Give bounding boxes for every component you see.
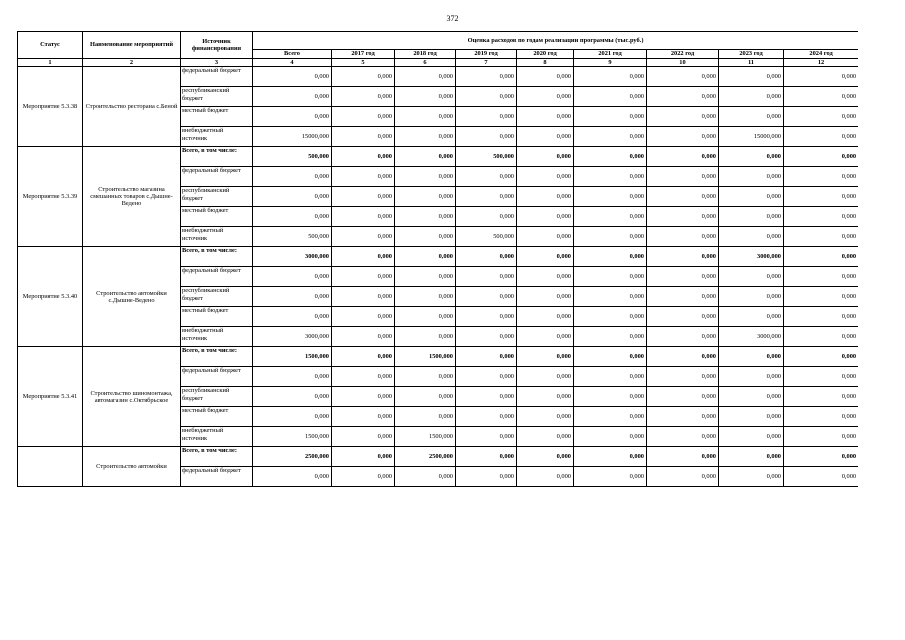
year-value-cell: 0,000 xyxy=(647,67,719,87)
total-value-cell: 15000,000 xyxy=(253,127,332,147)
total-value-cell: 0,000 xyxy=(253,287,332,307)
funding-source-cell: Всего, в том числе: xyxy=(181,247,253,267)
year-value-cell: 0,000 xyxy=(395,467,456,487)
header-estimate: Оценка расходов по годам реализации программы (тыс.руб.) xyxy=(253,32,859,50)
year-value-cell: 0,000 xyxy=(517,367,574,387)
year-value-cell: 0,000 xyxy=(332,187,395,207)
column-numbers-row xyxy=(18,59,859,67)
year-value-cell: 0,000 xyxy=(332,467,395,487)
funding-source-cell: местный бюджет xyxy=(181,307,253,327)
total-value-cell: 2500,000 xyxy=(253,447,332,467)
year-value-cell: 0,000 xyxy=(574,307,647,327)
total-value-cell: 3000,000 xyxy=(253,247,332,267)
year-value-cell: 0,000 xyxy=(456,447,517,467)
year-value-cell: 0,000 xyxy=(574,227,647,247)
year-value-cell: 0,000 xyxy=(719,407,784,427)
year-value-cell: 0,000 xyxy=(784,107,859,127)
column-number: 12 xyxy=(784,59,859,67)
year-value-cell: 1500,000 xyxy=(395,347,456,367)
funding-source-cell: внебюджетный источник xyxy=(181,127,253,147)
year-value-cell: 0,000 xyxy=(332,127,395,147)
year-value-cell: 0,000 xyxy=(395,187,456,207)
status-cell: Мероприятие 5.3.38 xyxy=(18,67,83,147)
year-value-cell: 0,000 xyxy=(784,287,859,307)
year-value-cell: 0,000 xyxy=(719,67,784,87)
table-row xyxy=(18,447,859,467)
year-value-cell: 0,000 xyxy=(395,87,456,107)
column-number: 11 xyxy=(719,59,784,67)
column-number: 8 xyxy=(517,59,574,67)
year-value-cell: 0,000 xyxy=(517,227,574,247)
year-value-cell: 0,000 xyxy=(784,307,859,327)
year-value-cell: 0,000 xyxy=(395,307,456,327)
year-value-cell: 0,000 xyxy=(456,327,517,347)
year-value-cell: 0,000 xyxy=(647,427,719,447)
status-cell: Мероприятие 5.3.39 xyxy=(18,147,83,247)
year-value-cell: 0,000 xyxy=(574,187,647,207)
year-value-cell: 0,000 xyxy=(574,107,647,127)
total-value-cell: 0,000 xyxy=(253,187,332,207)
year-value-cell: 0,000 xyxy=(517,287,574,307)
year-value-cell: 0,000 xyxy=(784,187,859,207)
funding-source-cell: федеральный бюджет xyxy=(181,367,253,387)
year-value-cell: 0,000 xyxy=(574,167,647,187)
year-value-cell: 0,000 xyxy=(784,387,859,407)
header-year: 2018 год xyxy=(395,50,456,59)
total-value-cell: 0,000 xyxy=(253,307,332,327)
year-value-cell: 0,000 xyxy=(395,387,456,407)
header-year: 2019 год xyxy=(456,50,517,59)
year-value-cell: 2500,000 xyxy=(395,447,456,467)
year-value-cell: 0,000 xyxy=(574,407,647,427)
column-number: 5 xyxy=(332,59,395,67)
year-value-cell: 0,000 xyxy=(647,247,719,267)
year-value-cell: 0,000 xyxy=(395,407,456,427)
year-value-cell: 0,000 xyxy=(784,227,859,247)
year-value-cell: 0,000 xyxy=(517,167,574,187)
year-value-cell: 0,000 xyxy=(395,167,456,187)
year-value-cell: 0,000 xyxy=(517,327,574,347)
total-value-cell: 0,000 xyxy=(253,367,332,387)
year-value-cell: 0,000 xyxy=(647,267,719,287)
column-number: 10 xyxy=(647,59,719,67)
header-year: 2022 год xyxy=(647,50,719,59)
year-value-cell: 0,000 xyxy=(517,147,574,167)
year-value-cell: 0,000 xyxy=(574,387,647,407)
header-year: 2021 год xyxy=(574,50,647,59)
column-number: 6 xyxy=(395,59,456,67)
header-year: 2023 год xyxy=(719,50,784,59)
year-value-cell: 0,000 xyxy=(517,67,574,87)
year-value-cell: 0,000 xyxy=(332,327,395,347)
funding-source-cell: внебюджетный источник xyxy=(181,327,253,347)
column-number: 4 xyxy=(253,59,332,67)
year-value-cell: 0,000 xyxy=(456,307,517,327)
table-body xyxy=(18,67,859,487)
year-value-cell: 0,000 xyxy=(395,327,456,347)
year-value-cell: 0,000 xyxy=(574,447,647,467)
year-value-cell: 1500,000 xyxy=(395,427,456,447)
funding-source-cell: внебюджетный источник xyxy=(181,227,253,247)
column-number: 1 xyxy=(18,59,83,67)
year-value-cell: 0,000 xyxy=(784,427,859,447)
page-number: 372 xyxy=(446,14,459,23)
total-value-cell: 0,000 xyxy=(253,407,332,427)
year-value-cell: 0,000 xyxy=(395,227,456,247)
total-value-cell: 0,000 xyxy=(253,387,332,407)
total-value-cell: 0,000 xyxy=(253,67,332,87)
year-value-cell: 0,000 xyxy=(456,467,517,487)
year-value-cell: 0,000 xyxy=(332,87,395,107)
status-cell xyxy=(18,447,83,487)
year-value-cell: 0,000 xyxy=(574,327,647,347)
year-value-cell: 0,000 xyxy=(395,107,456,127)
year-value-cell: 0,000 xyxy=(719,387,784,407)
total-value-cell: 0,000 xyxy=(253,467,332,487)
funding-source-cell: Всего, в том числе: xyxy=(181,347,253,367)
year-value-cell: 0,000 xyxy=(517,447,574,467)
table-header xyxy=(18,32,859,67)
year-value-cell: 0,000 xyxy=(395,247,456,267)
year-value-cell: 0,000 xyxy=(332,207,395,227)
year-value-cell: 0,000 xyxy=(395,287,456,307)
year-value-cell: 0,000 xyxy=(719,107,784,127)
year-value-cell: 0,000 xyxy=(456,247,517,267)
year-value-cell: 0,000 xyxy=(784,87,859,107)
total-value-cell: 1500,000 xyxy=(253,427,332,447)
year-value-cell: 0,000 xyxy=(647,327,719,347)
year-value-cell: 0,000 xyxy=(332,387,395,407)
year-value-cell: 0,000 xyxy=(517,207,574,227)
year-value-cell: 0,000 xyxy=(647,387,719,407)
year-value-cell: 0,000 xyxy=(647,127,719,147)
activity-name-cell: Строительство автомойки с.Дышне-Ведено xyxy=(83,247,181,347)
year-value-cell: 0,000 xyxy=(784,327,859,347)
year-value-cell: 0,000 xyxy=(332,227,395,247)
funding-source-cell: федеральный бюджет xyxy=(181,167,253,187)
table-row xyxy=(18,347,859,367)
funding-source-cell: Всего, в том числе: xyxy=(181,147,253,167)
year-value-cell: 0,000 xyxy=(517,247,574,267)
total-value-cell: 0,000 xyxy=(253,267,332,287)
column-number: 2 xyxy=(83,59,181,67)
year-value-cell: 0,000 xyxy=(719,267,784,287)
year-value-cell: 0,000 xyxy=(456,107,517,127)
total-value-cell: 3000,000 xyxy=(253,327,332,347)
year-value-cell: 0,000 xyxy=(517,347,574,367)
funding-source-cell: республиканский бюджет xyxy=(181,187,253,207)
year-value-cell: 0,000 xyxy=(456,427,517,447)
year-value-cell: 0,000 xyxy=(332,107,395,127)
year-value-cell: 0,000 xyxy=(332,307,395,327)
year-value-cell: 0,000 xyxy=(456,167,517,187)
year-value-cell: 0,000 xyxy=(784,467,859,487)
year-value-cell: 3000,000 xyxy=(719,247,784,267)
funding-source-cell: Всего, в том числе: xyxy=(181,447,253,467)
year-value-cell: 0,000 xyxy=(517,107,574,127)
year-value-cell: 0,000 xyxy=(332,247,395,267)
year-value-cell: 0,000 xyxy=(647,447,719,467)
column-number: 9 xyxy=(574,59,647,67)
year-value-cell: 0,000 xyxy=(517,467,574,487)
year-value-cell: 0,000 xyxy=(456,287,517,307)
year-value-cell: 0,000 xyxy=(784,67,859,87)
year-value-cell: 0,000 xyxy=(719,87,784,107)
activity-name-cell: Строительство магазина смешанных товаров с.Дышне-Ведено xyxy=(83,147,181,247)
year-value-cell: 0,000 xyxy=(395,67,456,87)
year-value-cell: 0,000 xyxy=(719,227,784,247)
year-value-cell: 0,000 xyxy=(784,407,859,427)
funding-source-cell: местный бюджет xyxy=(181,207,253,227)
year-value-cell: 0,000 xyxy=(574,467,647,487)
total-value-cell: 0,000 xyxy=(253,107,332,127)
year-value-cell: 0,000 xyxy=(647,167,719,187)
year-value-cell: 0,000 xyxy=(719,427,784,447)
year-value-cell: 15000,000 xyxy=(719,127,784,147)
year-value-cell: 0,000 xyxy=(395,267,456,287)
year-value-cell: 0,000 xyxy=(332,267,395,287)
year-value-cell: 0,000 xyxy=(647,207,719,227)
activity-name-cell: Строительство ресторана с.Беной xyxy=(83,67,181,147)
year-value-cell: 0,000 xyxy=(784,207,859,227)
funding-source-cell: республиканский бюджет xyxy=(181,387,253,407)
year-value-cell: 0,000 xyxy=(719,367,784,387)
header-status: Статус xyxy=(18,32,83,59)
year-value-cell: 0,000 xyxy=(456,387,517,407)
header-name: Наименование мероприятий xyxy=(83,32,181,59)
year-value-cell: 0,000 xyxy=(647,287,719,307)
funding-source-cell: республиканский бюджет xyxy=(181,287,253,307)
year-value-cell: 0,000 xyxy=(456,367,517,387)
year-value-cell: 0,000 xyxy=(647,87,719,107)
year-value-cell: 0,000 xyxy=(719,167,784,187)
budget-table xyxy=(17,31,858,487)
table-row xyxy=(18,147,859,167)
activity-name-cell: Строительство шиномонтажа, автомагазин с.Октябрьское xyxy=(83,347,181,447)
year-value-cell: 0,000 xyxy=(456,187,517,207)
year-value-cell: 0,000 xyxy=(647,467,719,487)
table-row xyxy=(18,247,859,267)
year-value-cell: 0,000 xyxy=(517,427,574,447)
year-value-cell: 0,000 xyxy=(456,407,517,427)
total-value-cell: 0,000 xyxy=(253,167,332,187)
year-value-cell: 0,000 xyxy=(719,307,784,327)
year-value-cell: 0,000 xyxy=(574,367,647,387)
year-value-cell: 0,000 xyxy=(517,267,574,287)
year-value-cell: 0,000 xyxy=(719,347,784,367)
year-value-cell: 0,000 xyxy=(517,87,574,107)
total-value-cell: 500,000 xyxy=(253,147,332,167)
year-value-cell: 0,000 xyxy=(647,187,719,207)
header-year: 2024 год xyxy=(784,50,859,59)
funding-source-cell: местный бюджет xyxy=(181,407,253,427)
header-total: Всего xyxy=(253,50,332,59)
year-value-cell: 0,000 xyxy=(784,127,859,147)
funding-source-cell: местный бюджет xyxy=(181,107,253,127)
year-value-cell: 0,000 xyxy=(395,127,456,147)
year-value-cell: 3000,000 xyxy=(719,327,784,347)
year-value-cell: 0,000 xyxy=(517,407,574,427)
year-value-cell: 0,000 xyxy=(332,287,395,307)
year-value-cell: 0,000 xyxy=(456,87,517,107)
year-value-cell: 0,000 xyxy=(574,347,647,367)
funding-source-cell: федеральный бюджет xyxy=(181,267,253,287)
total-value-cell: 1500,000 xyxy=(253,347,332,367)
year-value-cell: 0,000 xyxy=(719,287,784,307)
header-year: 2017 год xyxy=(332,50,395,59)
year-value-cell: 0,000 xyxy=(574,247,647,267)
total-value-cell: 500,000 xyxy=(253,227,332,247)
year-value-cell: 0,000 xyxy=(332,407,395,427)
year-value-cell: 0,000 xyxy=(517,127,574,147)
table-row xyxy=(18,67,859,87)
status-cell: Мероприятие 5.3.40 xyxy=(18,247,83,347)
column-number: 7 xyxy=(456,59,517,67)
header-year: 2020 год xyxy=(517,50,574,59)
column-number: 3 xyxy=(181,59,253,67)
year-value-cell: 0,000 xyxy=(456,347,517,367)
year-value-cell: 0,000 xyxy=(395,367,456,387)
year-value-cell: 0,000 xyxy=(647,347,719,367)
year-value-cell: 0,000 xyxy=(332,147,395,167)
year-value-cell: 500,000 xyxy=(456,227,517,247)
year-value-cell: 0,000 xyxy=(647,147,719,167)
year-value-cell: 0,000 xyxy=(784,247,859,267)
year-value-cell: 0,000 xyxy=(647,307,719,327)
year-value-cell: 500,000 xyxy=(456,147,517,167)
year-value-cell: 0,000 xyxy=(784,367,859,387)
year-value-cell: 0,000 xyxy=(395,207,456,227)
status-cell: Мероприятие 5.3.41 xyxy=(18,347,83,447)
year-value-cell: 0,000 xyxy=(456,267,517,287)
year-value-cell: 0,000 xyxy=(647,107,719,127)
year-value-cell: 0,000 xyxy=(517,387,574,407)
year-value-cell: 0,000 xyxy=(784,167,859,187)
year-value-cell: 0,000 xyxy=(784,447,859,467)
year-value-cell: 0,000 xyxy=(784,347,859,367)
year-value-cell: 0,000 xyxy=(647,367,719,387)
year-value-cell: 0,000 xyxy=(647,407,719,427)
year-value-cell: 0,000 xyxy=(456,207,517,227)
year-value-cell: 0,000 xyxy=(574,287,647,307)
year-value-cell: 0,000 xyxy=(574,87,647,107)
year-value-cell: 0,000 xyxy=(784,147,859,167)
header-source: Источник финансирования xyxy=(181,32,253,59)
year-value-cell: 0,000 xyxy=(574,427,647,447)
year-value-cell: 0,000 xyxy=(332,367,395,387)
budget-table-container xyxy=(17,31,858,507)
year-value-cell: 0,000 xyxy=(332,347,395,367)
year-value-cell: 0,000 xyxy=(647,227,719,247)
funding-source-cell: федеральный бюджет xyxy=(181,467,253,487)
funding-source-cell: федеральный бюджет xyxy=(181,67,253,87)
year-value-cell: 0,000 xyxy=(719,447,784,467)
funding-source-cell: внебюджетный источник xyxy=(181,427,253,447)
year-value-cell: 0,000 xyxy=(719,467,784,487)
year-value-cell: 0,000 xyxy=(332,427,395,447)
year-value-cell: 0,000 xyxy=(574,207,647,227)
year-value-cell: 0,000 xyxy=(574,67,647,87)
year-value-cell: 0,000 xyxy=(456,127,517,147)
year-value-cell: 0,000 xyxy=(395,147,456,167)
year-value-cell: 0,000 xyxy=(719,207,784,227)
total-value-cell: 0,000 xyxy=(253,87,332,107)
year-value-cell: 0,000 xyxy=(332,67,395,87)
year-value-cell: 0,000 xyxy=(574,127,647,147)
year-value-cell: 0,000 xyxy=(332,167,395,187)
year-value-cell: 0,000 xyxy=(456,67,517,87)
year-value-cell: 0,000 xyxy=(574,147,647,167)
year-value-cell: 0,000 xyxy=(517,187,574,207)
year-value-cell: 0,000 xyxy=(574,267,647,287)
year-value-cell: 0,000 xyxy=(719,147,784,167)
activity-name-cell: Строительство автомойки xyxy=(83,447,181,487)
year-value-cell: 0,000 xyxy=(784,267,859,287)
year-value-cell: 0,000 xyxy=(719,187,784,207)
funding-source-cell: республиканский бюджет xyxy=(181,87,253,107)
year-value-cell: 0,000 xyxy=(332,447,395,467)
year-value-cell: 0,000 xyxy=(517,307,574,327)
total-value-cell: 0,000 xyxy=(253,207,332,227)
